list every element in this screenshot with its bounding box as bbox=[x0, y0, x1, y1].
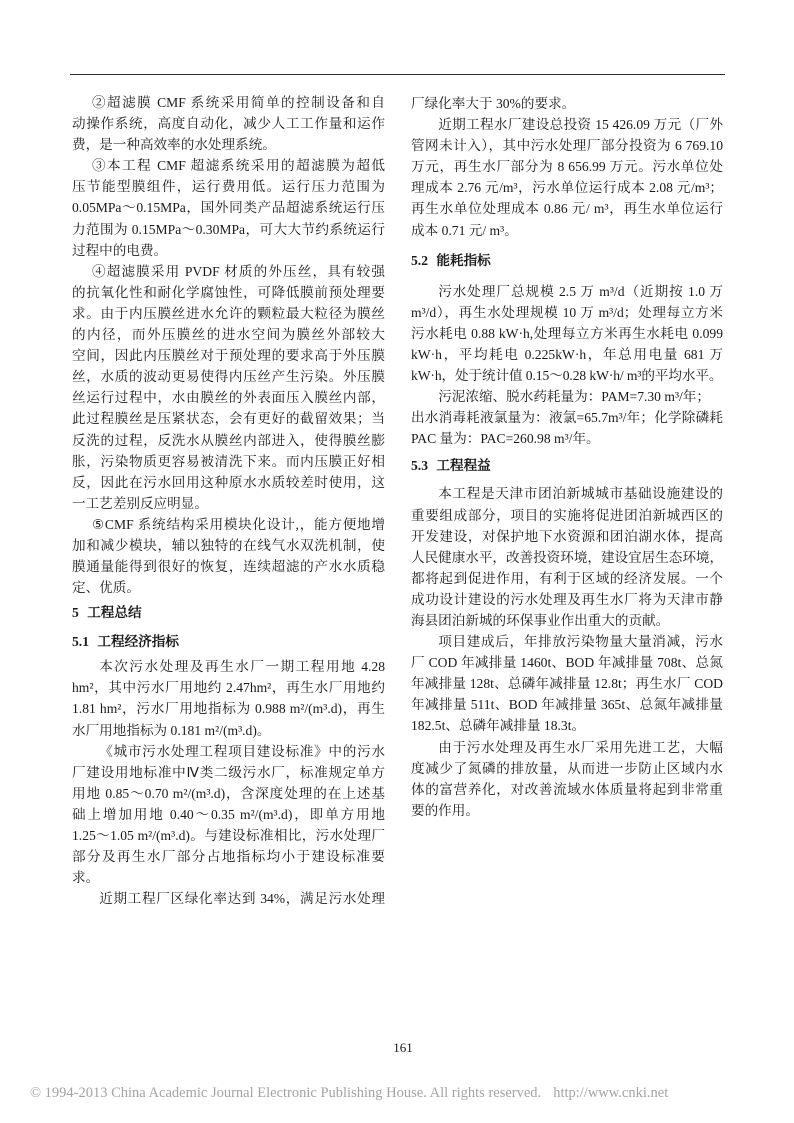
text-line: 用地 0.85～0.70 m²/(m³.d)，含深度处理的在上述基 bbox=[72, 785, 385, 801]
paragraph bbox=[72, 155, 385, 260]
subsection-heading: 5.1 工程经济指标 bbox=[72, 634, 179, 650]
text-line: hm²，其中污水厂用地约 2.47hm²，再生水厂用地约 bbox=[72, 680, 385, 696]
text-line: 度减少了氮磷的排放量，从而进一步防止区域内水 bbox=[411, 760, 723, 776]
text-line: 本工程是天津市团泊新城城市基础设施建设的 bbox=[438, 486, 723, 502]
text-line: 0.05MPa～0.15MPa，国外同类产品超滤系统运行压 bbox=[72, 200, 385, 216]
text-line: 动操作系统，高度自动化，减少人工工作量和运作 bbox=[72, 116, 385, 132]
text-line: 本次污水处理及再生水厂一期工程用地 4.28 bbox=[99, 659, 385, 675]
text-line: 出水消毒耗液氯量为：液氯=65.7m³/年；化学除磷耗 bbox=[411, 410, 723, 426]
text-line: 体的富营养化，对改善流域水体质量将起到非常重 bbox=[411, 781, 723, 797]
paragraph bbox=[411, 483, 723, 631]
text-line: 压节能型膜组件，运行费用低。运行压力范围为 bbox=[72, 179, 385, 195]
text-line: 部分及再生水厂部分占地指标均小于建设标准要 bbox=[72, 849, 385, 865]
text-line: 污水处理厂总规模 2.5 万 m³/d（近期按 1.0 万 bbox=[438, 283, 723, 299]
text-line: 污泥浓缩、脱水药耗量为：PAM=7.30 m³/年； bbox=[438, 389, 710, 405]
paragraph bbox=[72, 741, 385, 889]
text-line: 力范围为 0.15MPa～0.30MPa，可大大节约系统运行 bbox=[72, 221, 385, 237]
text-line: ③本工程 CMF 超滤系统采用的超滤膜为超低 bbox=[92, 158, 385, 174]
text-line: ④超滤膜采用 PVDF 材质的外压丝，具有较强 bbox=[92, 263, 385, 279]
text-line: 求。由于内压膜丝进水允许的颗粒最大粒径为膜丝 bbox=[72, 305, 385, 321]
text-line: 厂 COD 年减排量 1460t、BOD 年减排量 708t、总氮 bbox=[411, 655, 723, 671]
paragraph bbox=[72, 656, 385, 740]
text-line: 近期工程厂区绿化率达到 34%，满足污水处理 bbox=[99, 891, 385, 907]
text-line: 的抗氧化性和耐化学腐蚀性，可降低膜前预处理要 bbox=[72, 284, 385, 300]
footer-copyright-text: © 1994-2013 China Academic Journal Electronic Publishing House. All rights reserved. bbox=[30, 1085, 542, 1101]
paragraph bbox=[72, 261, 385, 514]
text-line: 过程中的电费。 bbox=[72, 242, 168, 258]
text-line: 反，因此在污水回用这种原水水质较差时使用，这 bbox=[72, 474, 385, 490]
footer-url-text: http://www.cnki.net bbox=[553, 1085, 669, 1101]
text-line: 空间，因此内压膜丝对于预处理的要求高于外压膜 bbox=[72, 348, 385, 364]
text-line: PAC 量为：PAC=260.98 m³/年。 bbox=[411, 431, 600, 447]
paragraph bbox=[72, 888, 385, 909]
text-line: 丝运行过程中，水由膜丝的外表面压入膜丝内部， bbox=[72, 390, 385, 406]
paragraph bbox=[411, 737, 723, 821]
paragraph bbox=[411, 631, 723, 736]
text-line: 理成本 2.76 元/m³，污水单位运行成本 2.08 元/m³； bbox=[411, 180, 723, 196]
subsection-heading: 5.3 工程程益 bbox=[411, 458, 491, 474]
paragraph bbox=[411, 93, 723, 114]
paragraph bbox=[411, 386, 723, 449]
paragraph bbox=[72, 92, 385, 155]
text-line: 1.25～1.05 m²/(m³.d)。与建设标准相比，污水处理厂 bbox=[72, 828, 385, 843]
text-line: 求。 bbox=[72, 870, 100, 886]
section-heading: 5 工程总结 bbox=[72, 605, 142, 621]
text-line: 础上增加用地 0.40～0.35 m²/(m³.d)，即单方用地 bbox=[72, 806, 385, 822]
text-line: 污水耗电 0.88 kW·h,处理每立方米再生水耗电 0.099 bbox=[411, 325, 723, 341]
text-line: kW·h，处于统计值 0.15～0.28 kW·h/ m³的平均水平。 bbox=[411, 368, 723, 384]
text-line: 年减排量 128t、总磷年减排量 12.8t；再生水厂 COD bbox=[411, 676, 723, 692]
text-line: 年减排量 511t、BOD 年减排量 365t、总氮年减排量 bbox=[411, 697, 723, 713]
paragraph bbox=[411, 281, 723, 386]
text-line: 重要组成部分，项目的实施将促进团泊新城西区的 bbox=[411, 507, 723, 523]
text-line: m³/d），再生水处理规模 10 万 m³/d；处理每立方米 bbox=[411, 304, 723, 320]
text-line: 由于污水处理及再生水厂采用先进工艺，大幅 bbox=[438, 739, 723, 755]
paragraph bbox=[411, 114, 723, 241]
text-line: 丝，水质的波动更易使得内压丝产生污染。外压膜 bbox=[72, 369, 385, 385]
text-line: 《城市污水处理工程项目建设标准》中的污水 bbox=[99, 743, 385, 759]
text-line: 厂绿化率大于 30%的要求。 bbox=[411, 96, 576, 111]
left-column bbox=[72, 92, 385, 909]
text-line: 182.5t、总磷年减排量 18.3t。 bbox=[411, 718, 586, 734]
text-line: ⑤CMF 系统结构采用模块化设计,，能方便地增 bbox=[92, 516, 385, 532]
text-line: 反洗的过程，反洗水从膜丝内部进入，使得膜丝膨 bbox=[72, 432, 385, 448]
text-line: 成功设计建设的污水处理及再生水厂将为天津市静 bbox=[411, 591, 723, 607]
text-line: 海县团泊新城的环保事业作出重大的贡献。 bbox=[411, 612, 670, 628]
text-line: 成本 0.71 元/ m³。 bbox=[411, 222, 518, 238]
text-line: kW·h，平均耗电 0.225kW·h，年总用电量 681 万 bbox=[411, 346, 723, 362]
text-line: 万元，再生水厂部分为 8 656.99 万元。污水单位处 bbox=[411, 159, 723, 175]
text-line: 近期工程水厂建设总投资 15 426.09 万元（厂外 bbox=[438, 117, 723, 133]
text-line: 一工艺差别反应明显。 bbox=[72, 495, 208, 511]
text-line: 都将起到促进作用，有利于区域的经济发展。一个 bbox=[411, 570, 723, 586]
header-rule bbox=[70, 74, 725, 75]
paragraph bbox=[72, 514, 385, 598]
text-line: 膜通量能得到很好的恢复，连续超滤的产水水质稳 bbox=[72, 559, 385, 575]
subsection-heading: 5.2 能耗指标 bbox=[411, 252, 491, 268]
text-line: 胀，污染物质更容易被清洗下来。而内压膜正好相 bbox=[72, 453, 385, 469]
text-line: 要的作用。 bbox=[411, 802, 479, 818]
text-line: 厂建设用地标准中Ⅳ类二级污水厂，标准规定单方 bbox=[72, 764, 385, 780]
text-line: ②超滤膜 CMF 系统采用简单的控制设备和自 bbox=[92, 95, 385, 110]
text-line: 定、优质。 bbox=[72, 580, 140, 596]
text-line: 加和减少模块，辅以独特的在线气水双洗机制，使 bbox=[72, 537, 385, 553]
text-line: 人民健康水平，改善投资环境，建设宜居生态环境， bbox=[411, 549, 723, 565]
text-line: 的内径，而外压膜丝的进水空间为膜丝外部较大 bbox=[72, 327, 385, 343]
copyright-footer bbox=[30, 1085, 668, 1102]
text-line: 此过程膜丝是压紧状态，会有更好的截留效果；当 bbox=[72, 411, 385, 427]
text-line: 水厂用地指标为 0.181 m²/(m³.d)。 bbox=[72, 722, 271, 738]
right-column bbox=[411, 93, 723, 821]
text-line: 1.81 hm²，污水厂用地指标为 0.988 m²/(m³.d)，再生 bbox=[72, 701, 385, 717]
text-line: 再生水单位处理成本 0.86 元/ m³，再生水单位运行 bbox=[411, 201, 723, 217]
text-line: 管网未计入），其中污水处理厂部分投资为 6 769.10 bbox=[411, 138, 723, 154]
text-line: 开发建设，对保护地下水资源和团泊湖水体，提高 bbox=[411, 528, 723, 544]
page-number: 161 bbox=[393, 1040, 413, 1055]
text-line: 费，是一种高效率的水处理系统。 bbox=[72, 137, 276, 153]
text-line: 项目建成后，年排放污染物量大量消减，污水 bbox=[438, 634, 723, 650]
